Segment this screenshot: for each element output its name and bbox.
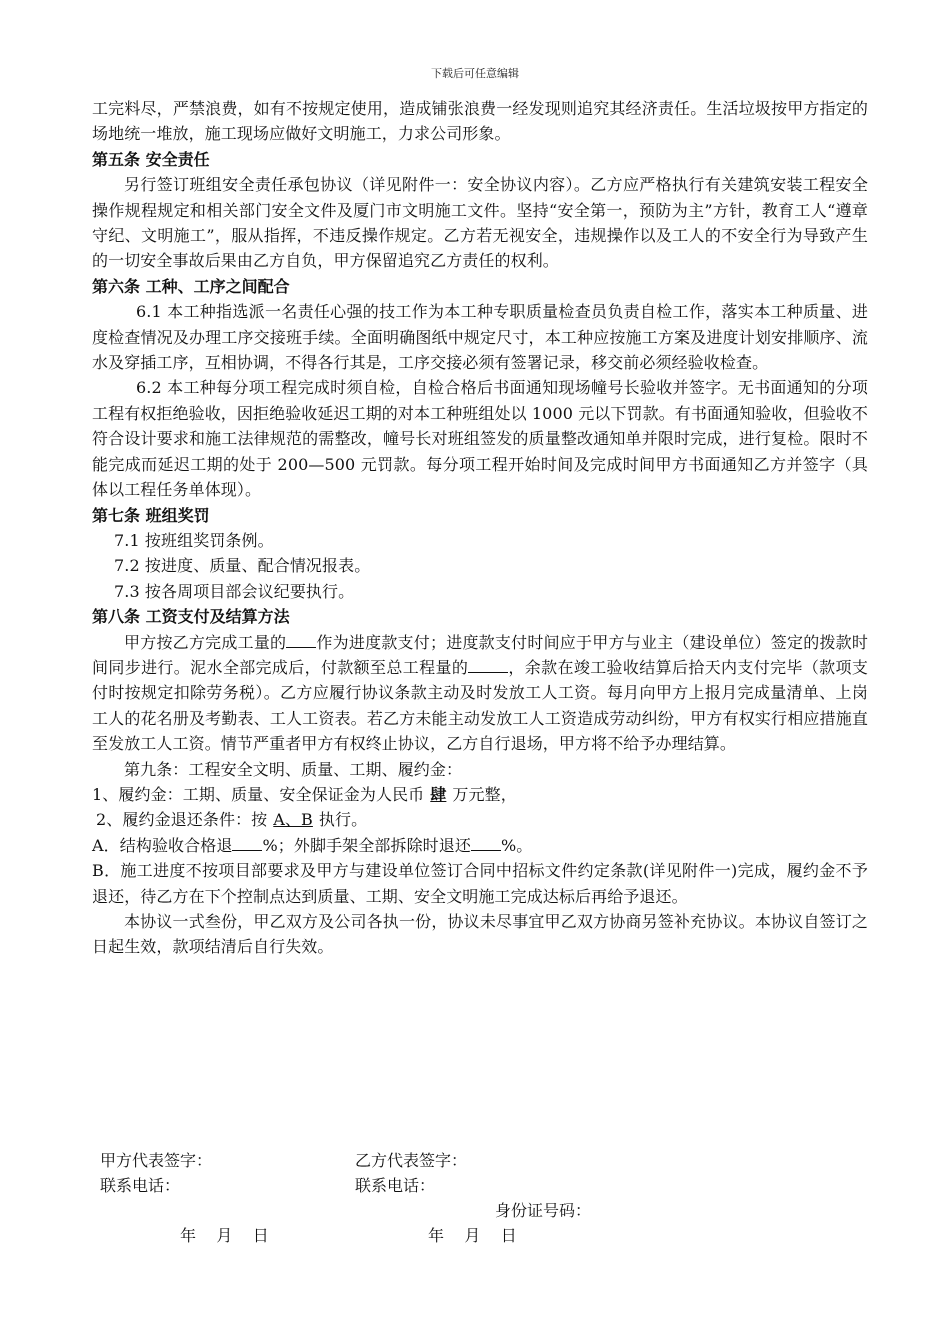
paragraph-deposit [92,782,868,807]
refund-text: 2、履约金退还条件：按 [96,810,268,830]
paragraph-6-1: 6.1 本工种指选派一名责任心强的技工作为本工种专职质量检查员负责自检工作，落实本工种质量、进度检查情况及办理工序交接班手续。全面明确图纸中规定尺寸，本工种应按施工方案及进度计划安排顺序、流水及穿插工序，互相协调，不得各行其是，工序交接必须有签署记录，移交前必须经验收检查。 [92,302,868,373]
id-number-label: 身份证号码： [495,1201,592,1220]
page-header: 下载后可任意编辑 [431,67,519,80]
paragraph-refund-condition [92,807,868,832]
party-a-signature-label: 甲方代表签字： [100,1151,213,1170]
condition-a-text: A．结构验收合格退 [92,835,233,855]
paragraph-safety: 另行签订班组安全责任承包协议（详见附件一：安全协议内容）。乙方应严格执行有关建筑安装工程安全操作规程规定和相关部门安全文件及厦门市文明施工文件。坚持“安全第一，预防为主”方针，教育工人“遵章守纪、文明施工”，服从指挥，不违反操作规定。乙方若无视安全，违规操作以及工人的不安全行为导致产生的一切安全事故后果由乙方自负，甲方保留追究乙方责任的权利。 [92,175,868,271]
payment-text-b: 作为进度款支付；进度款支付时间应于甲方与业主（建设单位）签定的拨款时间同步进行。泥水全部完成后，付款额至总工程量的 [92,632,868,677]
payment-text-c: ，余款在竣工验收结算后拾天内支付完毕（款项支付时按规定扣除劳务税）。乙方应履行协议条款主动及时发放工人工资。每月向甲方上报月完成量清单、上岗工人的花名册及考勤表、工人工资表。若乙方未能主动发放工人工资造成劳动纠纷，甲方有权实行相应措施直至发放工人工资。情节严重者甲方有权终止协议，乙方自行退场，甲方将不给予办理结算。 [92,657,868,754]
paragraph-7-2: 7.2 按进度、质量、配合情况报表。 [114,556,371,576]
blank-refund-a [232,833,262,851]
deposit-amount: 肆 [430,784,447,804]
paragraph-7-1: 7.1 按班组奖罚条例。 [114,530,274,550]
blank-refund-b [471,833,501,851]
heading-article-8: 第八条 工资支付及结算方法 [92,607,290,627]
refund-option [267,810,319,829]
paragraph-condition-b: B．施工进度不按项目部要求及甲方与建设单位签订合同中招标文件约定条款(详见附件一)完成，履约金不予退还，待乙方在下个控制点达到质量、工期、安全文明施工完成达标后再给予退还。 [92,861,868,906]
heading-article-5: 第五条 安全责任 [92,149,210,169]
party-b-phone-label: 联系电话： [355,1176,436,1195]
party-b-date: 年 月 日 [428,1226,517,1245]
condition-a-text-2: %；外脚手架全部拆除时退还 [262,835,471,855]
party-a-phone-label: 联系电话： [100,1176,181,1195]
paragraph-6-2: 6.2 本工种每分项工程完成时须自检，自检合格后书面通知现场幢号长验收并签字。无书面通知的分项工程有权拒绝验收，因拒绝验收延迟工期的对本工种班组处以 1000 元以下罚款。有书面通知验收，但验收不符合设计要求和施工法律规范的需整改，幢号长对班组签发的质量整改通知单并限时完成，进行复检。限时不能完成而延迟工期的处于 200—500 元罚款。每分项工程开始时间及完成时间甲方书面通知乙方并签字（具体以工程任务单体现）。 [92,378,868,500]
deposit-unit: 万元整， [452,784,517,804]
paragraph-7-3: 7.3 按各周项目部会议纪要执行。 [114,581,355,601]
heading-article-6: 第六条 工种、工序之间配合 [92,276,290,296]
paragraph-cleanup: 工完料尽，严禁浪费，如有不按规定使用，造成铺张浪费一经发现则追究其经济责任。生活垃圾按甲方指定的场地统一堆放，施工现场应做好文明施工，力求公司形象。 [92,99,868,144]
refund-suffix: 执行。 [318,810,368,830]
blank-progress-ratio [286,630,316,648]
party-a-date: 年 月 日 [180,1226,269,1245]
contract-body [92,96,868,960]
paragraph-closing: 本协议一式叁份，甲乙双方及公司各执一份，协议未尽事宜甲乙双方协商另签补充协议。本协议自签订之日起生效，款项结清后自行失效。 [92,912,868,957]
paragraph-article-9: 第九条：工程安全文明、质量、工期、履约金： [124,759,463,779]
party-b-signature-label: 乙方代表签字： [355,1151,468,1170]
heading-article-7: 第七条 班组奖罚 [92,505,210,525]
condition-a-suffix: %。 [500,835,533,855]
payment-text-a: 甲方按乙方完成工量的 [124,632,287,652]
paragraph-payment [92,630,868,757]
blank-total-ratio [468,655,508,673]
refund-option-value: A、B [273,810,313,830]
deposit-text: 1、履约金：工期、质量、安全保证金为人民币 [92,784,425,804]
paragraph-condition-a [92,833,868,858]
